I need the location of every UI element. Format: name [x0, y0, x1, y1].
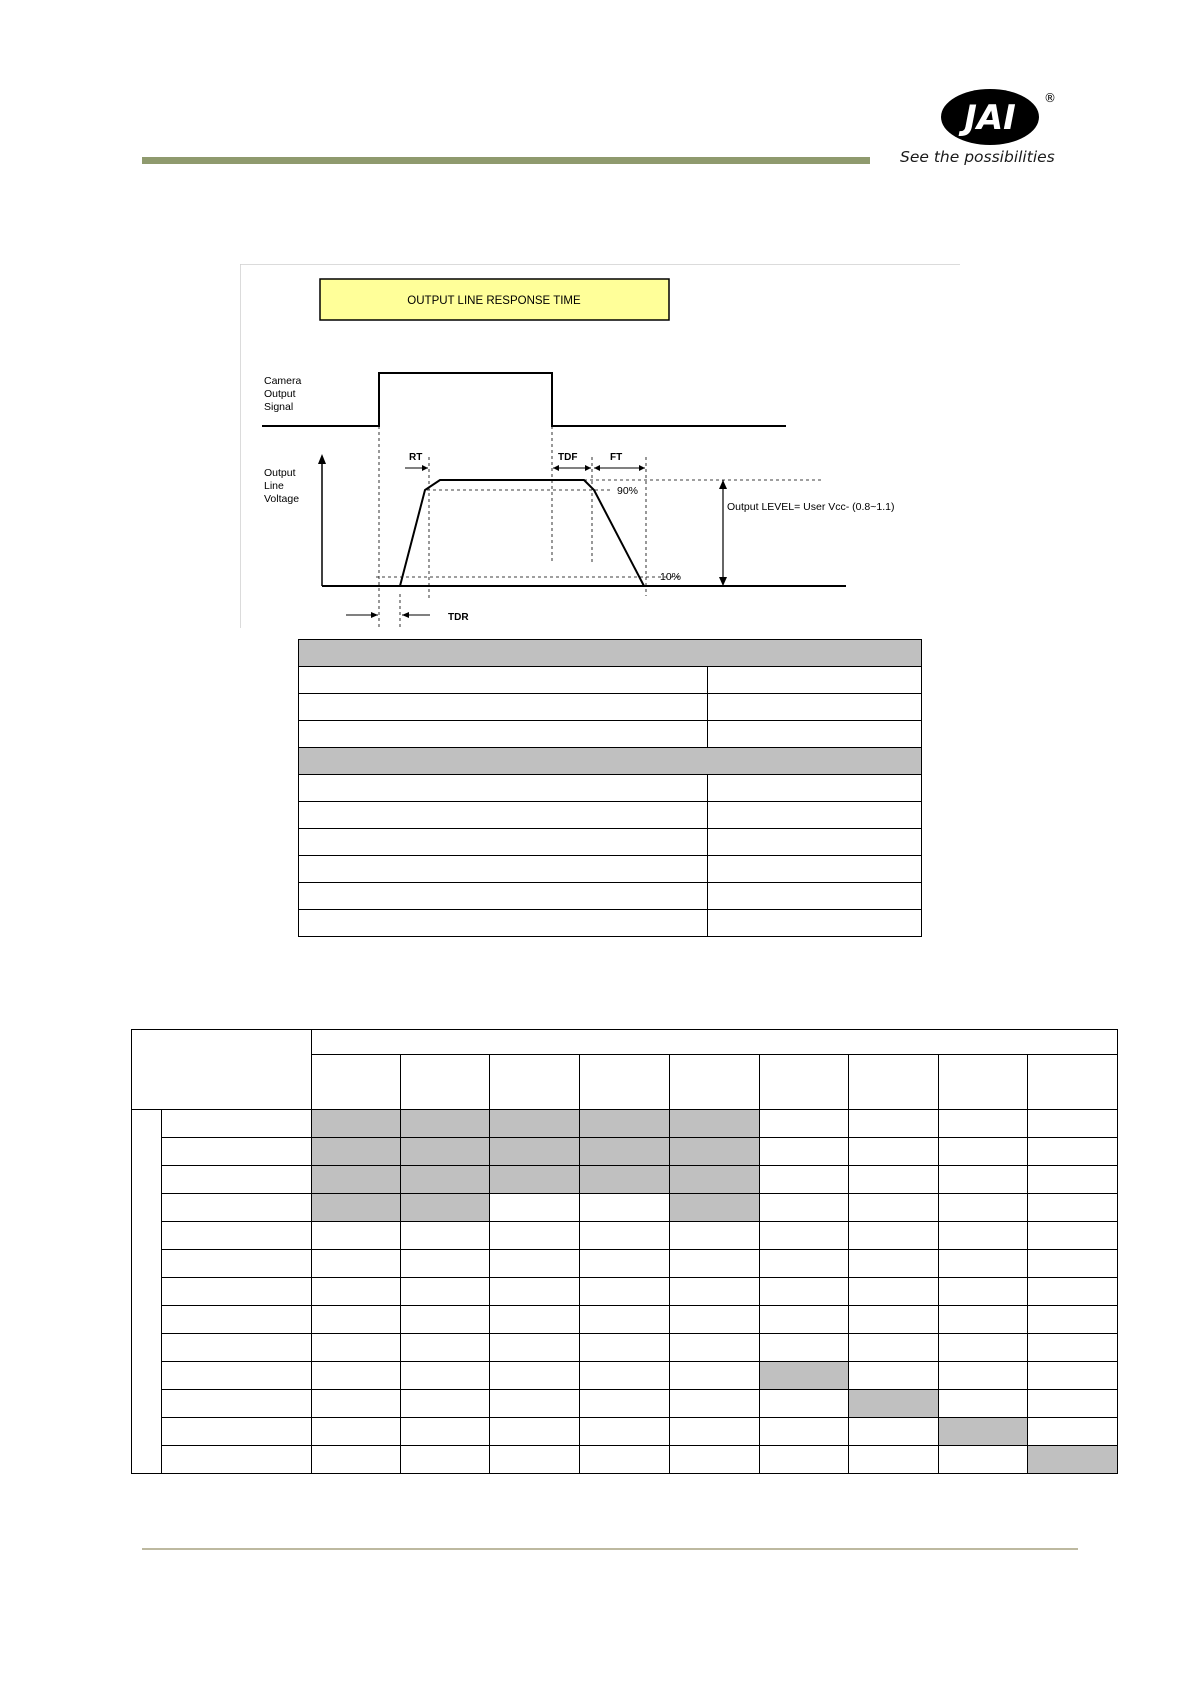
spec-value-cell	[708, 802, 922, 829]
ft-label: FT	[610, 452, 623, 463]
spec-parameter-cell	[299, 883, 708, 910]
matrix-cell	[670, 1390, 760, 1418]
response-time-spec-table	[298, 639, 922, 937]
matrix-cell	[849, 1362, 939, 1390]
tdr-label: TDR	[448, 612, 469, 623]
matrix-cell	[312, 1306, 401, 1334]
matrix-cell	[401, 1418, 490, 1446]
output-voltage-waveform	[400, 480, 644, 586]
signal-label-output: Output	[264, 388, 296, 400]
matrix-cell	[312, 1250, 401, 1278]
matrix-cell	[939, 1278, 1028, 1306]
matrix-cell	[490, 1278, 580, 1306]
matrix-shaded-cell	[670, 1110, 760, 1138]
camera-output-pulse	[262, 373, 786, 426]
matrix-cell	[670, 1278, 760, 1306]
matrix-row-label-cell	[162, 1166, 312, 1194]
matrix-cell	[580, 1250, 670, 1278]
pct-90-label: 90%	[617, 485, 639, 497]
matrix-cell	[849, 1250, 939, 1278]
matrix-column-header-cell	[490, 1055, 580, 1110]
spec-value-cell	[708, 910, 922, 937]
matrix-row	[132, 1446, 1118, 1474]
spec-value-cell	[708, 883, 922, 910]
matrix-cell	[849, 1166, 939, 1194]
matrix-cell	[490, 1390, 580, 1418]
matrix-shaded-cell	[401, 1166, 490, 1194]
matrix-header-row	[132, 1030, 1118, 1055]
matrix-cell	[760, 1222, 849, 1250]
spec-row	[299, 802, 922, 829]
matrix-cell	[939, 1222, 1028, 1250]
matrix-shaded-cell	[1028, 1446, 1118, 1474]
matrix-corner-cell	[132, 1030, 312, 1110]
matrix-shaded-cell	[401, 1110, 490, 1138]
matrix-cell	[760, 1446, 849, 1474]
matrix-row	[132, 1334, 1118, 1362]
matrix-cell	[849, 1278, 939, 1306]
matrix-shaded-cell	[401, 1138, 490, 1166]
diagram-title: OUTPUT LINE RESPONSE TIME	[407, 295, 581, 307]
spec-row	[299, 910, 922, 937]
matrix-cell	[849, 1334, 939, 1362]
spec-section-cell	[299, 640, 922, 667]
matrix-row	[132, 1194, 1118, 1222]
matrix-column-header-cell	[1028, 1055, 1118, 1110]
matrix-row	[132, 1138, 1118, 1166]
spec-row	[299, 667, 922, 694]
matrix-shaded-cell	[312, 1166, 401, 1194]
matrix-shaded-cell	[849, 1390, 939, 1418]
matrix-cell	[670, 1250, 760, 1278]
registered-mark: ®	[1044, 91, 1056, 105]
spec-value-cell	[708, 829, 922, 856]
matrix-shaded-cell	[760, 1362, 849, 1390]
matrix-row	[132, 1222, 1118, 1250]
matrix-row-label-cell	[162, 1194, 312, 1222]
spec-parameter-cell	[299, 721, 708, 748]
matrix-cell	[401, 1306, 490, 1334]
spec-value-cell	[708, 667, 922, 694]
matrix-cell	[939, 1194, 1028, 1222]
matrix-row	[132, 1250, 1118, 1278]
matrix-cell	[580, 1278, 670, 1306]
matrix-shaded-cell	[670, 1138, 760, 1166]
matrix-cell	[401, 1390, 490, 1418]
spec-value-cell	[708, 694, 922, 721]
matrix-cell	[939, 1138, 1028, 1166]
matrix-cell	[401, 1362, 490, 1390]
matrix-cell	[1028, 1278, 1118, 1306]
spec-parameter-cell	[299, 829, 708, 856]
matrix-shaded-cell	[580, 1110, 670, 1138]
matrix-cell	[312, 1418, 401, 1446]
matrix-shaded-cell	[490, 1110, 580, 1138]
matrix-cell	[849, 1110, 939, 1138]
spec-row	[299, 883, 922, 910]
tdf-label: TDF	[558, 452, 578, 463]
matrix-row-label-cell	[162, 1138, 312, 1166]
matrix-cell	[760, 1166, 849, 1194]
matrix-cell	[312, 1390, 401, 1418]
dashed-guides	[376, 426, 822, 628]
matrix-cell	[490, 1250, 580, 1278]
matrix-cell	[849, 1222, 939, 1250]
spec-section-row	[299, 748, 922, 775]
matrix-cell	[849, 1418, 939, 1446]
matrix-shaded-cell	[312, 1194, 401, 1222]
matrix-cell	[401, 1334, 490, 1362]
matrix-shaded-cell	[312, 1138, 401, 1166]
spec-parameter-cell	[299, 775, 708, 802]
matrix-cell	[1028, 1250, 1118, 1278]
matrix-cell	[939, 1110, 1028, 1138]
spec-row	[299, 775, 922, 802]
matrix-row	[132, 1418, 1118, 1446]
matrix-row	[132, 1278, 1118, 1306]
spec-parameter-cell	[299, 802, 708, 829]
matrix-row-label-cell	[162, 1278, 312, 1306]
matrix-group-header-cell	[312, 1030, 1118, 1055]
matrix-shaded-cell	[580, 1138, 670, 1166]
matrix-cell	[849, 1138, 939, 1166]
matrix-cell	[939, 1446, 1028, 1474]
jai-logo	[900, 88, 1090, 170]
matrix-cell	[312, 1334, 401, 1362]
matrix-row-label-cell	[162, 1334, 312, 1362]
spec-parameter-cell	[299, 910, 708, 937]
matrix-row-label-cell	[162, 1362, 312, 1390]
matrix-cell	[1028, 1138, 1118, 1166]
matrix-cell	[401, 1222, 490, 1250]
matrix-cell	[939, 1250, 1028, 1278]
matrix-cell	[490, 1362, 580, 1390]
matrix-column-header-cell	[849, 1055, 939, 1110]
matrix-cell	[1028, 1194, 1118, 1222]
matrix-cell	[580, 1362, 670, 1390]
matrix-cell	[760, 1110, 849, 1138]
matrix-shaded-cell	[939, 1418, 1028, 1446]
matrix-column-header-cell	[670, 1055, 760, 1110]
matrix-cell	[760, 1138, 849, 1166]
matrix-cell	[490, 1418, 580, 1446]
matrix-cell	[670, 1418, 760, 1446]
voltage-label-voltage: Voltage	[264, 493, 300, 505]
matrix-group-label-cell	[132, 1110, 162, 1474]
matrix-cell	[1028, 1110, 1118, 1138]
matrix-cell	[760, 1418, 849, 1446]
matrix-cell	[1028, 1166, 1118, 1194]
matrix-cell	[580, 1334, 670, 1362]
matrix-shaded-cell	[401, 1194, 490, 1222]
matrix-shaded-cell	[490, 1166, 580, 1194]
matrix-row	[132, 1306, 1118, 1334]
matrix-cell	[670, 1222, 760, 1250]
matrix-cell	[1028, 1418, 1118, 1446]
matrix-cell	[312, 1222, 401, 1250]
voltage-label-line: Line	[264, 480, 284, 492]
signal-label-camera: Camera	[264, 375, 302, 387]
signal-label-signal: Signal	[264, 401, 294, 413]
matrix-row-label-cell	[162, 1418, 312, 1446]
matrix-cell	[580, 1418, 670, 1446]
matrix-row	[132, 1166, 1118, 1194]
matrix-cell	[760, 1278, 849, 1306]
matrix-cell	[670, 1362, 760, 1390]
rt-label: RT	[409, 452, 423, 463]
matrix-row	[132, 1110, 1118, 1138]
pct-10-label: 10%	[660, 571, 682, 583]
spec-value-cell	[708, 721, 922, 748]
spec-row	[299, 856, 922, 883]
matrix-cell	[580, 1222, 670, 1250]
matrix-cell	[670, 1306, 760, 1334]
matrix-shaded-cell	[580, 1166, 670, 1194]
matrix-cell	[401, 1250, 490, 1278]
matrix-cell	[312, 1446, 401, 1474]
y-axis-arrow	[318, 454, 326, 464]
matrix-shaded-cell	[490, 1138, 580, 1166]
matrix-row-label-cell	[162, 1390, 312, 1418]
matrix-cell	[760, 1334, 849, 1362]
matrix-cell	[760, 1250, 849, 1278]
matrix-shaded-cell	[670, 1194, 760, 1222]
matrix-cell	[939, 1390, 1028, 1418]
matrix-row-label-cell	[162, 1250, 312, 1278]
matrix-cell	[939, 1334, 1028, 1362]
spec-row	[299, 694, 922, 721]
matrix-row	[132, 1390, 1118, 1418]
matrix-row-label-cell	[162, 1446, 312, 1474]
matrix-cell	[939, 1362, 1028, 1390]
spec-row	[299, 829, 922, 856]
spec-row	[299, 721, 922, 748]
spec-parameter-cell	[299, 667, 708, 694]
spec-section-row	[299, 640, 922, 667]
footer-rule	[142, 1548, 1078, 1550]
spec-section-cell	[299, 748, 922, 775]
matrix-row-label-cell	[162, 1110, 312, 1138]
matrix-cell	[490, 1334, 580, 1362]
matrix-cell	[849, 1306, 939, 1334]
matrix-cell	[401, 1278, 490, 1306]
matrix-cell	[580, 1194, 670, 1222]
voltage-label-output: Output	[264, 467, 296, 479]
matrix-row-label-cell	[162, 1222, 312, 1250]
matrix-row-label-cell	[162, 1306, 312, 1334]
matrix-column-header-cell	[760, 1055, 849, 1110]
signal-matrix-table	[131, 1029, 1118, 1474]
matrix-cell	[1028, 1390, 1118, 1418]
matrix-cell	[670, 1446, 760, 1474]
matrix-cell	[490, 1446, 580, 1474]
matrix-cell	[849, 1194, 939, 1222]
matrix-column-header-cell	[580, 1055, 670, 1110]
logo-tagline: See the possibilities	[900, 148, 1055, 166]
matrix-cell	[1028, 1222, 1118, 1250]
matrix-column-header-cell	[312, 1055, 401, 1110]
output-line-response-diagram	[240, 264, 960, 628]
output-level-label: Output LEVEL= User Vcc- (0.8~1.1)	[727, 501, 895, 513]
matrix-cell	[1028, 1306, 1118, 1334]
matrix-cell	[312, 1362, 401, 1390]
matrix-cell	[939, 1306, 1028, 1334]
matrix-cell	[760, 1306, 849, 1334]
matrix-cell	[580, 1390, 670, 1418]
matrix-shaded-cell	[670, 1166, 760, 1194]
spec-parameter-cell	[299, 856, 708, 883]
matrix-cell	[939, 1166, 1028, 1194]
jai-logo-mark	[900, 88, 1090, 148]
matrix-cell	[760, 1194, 849, 1222]
spec-value-cell	[708, 856, 922, 883]
matrix-cell	[580, 1306, 670, 1334]
matrix-cell	[401, 1446, 490, 1474]
matrix-cell	[849, 1446, 939, 1474]
spec-parameter-cell	[299, 694, 708, 721]
matrix-cell	[490, 1306, 580, 1334]
matrix-cell	[670, 1334, 760, 1362]
matrix-cell	[490, 1194, 580, 1222]
spec-value-cell	[708, 775, 922, 802]
matrix-cell	[312, 1278, 401, 1306]
matrix-row	[132, 1362, 1118, 1390]
header-rule	[142, 157, 870, 164]
matrix-cell	[1028, 1362, 1118, 1390]
timing-diagram-svg	[240, 264, 960, 628]
matrix-cell	[760, 1390, 849, 1418]
matrix-shaded-cell	[312, 1110, 401, 1138]
matrix-cell	[580, 1446, 670, 1474]
matrix-column-header-cell	[939, 1055, 1028, 1110]
logo-text: JAI	[964, 98, 1016, 138]
matrix-column-header-cell	[401, 1055, 490, 1110]
matrix-cell	[1028, 1334, 1118, 1362]
matrix-cell	[490, 1222, 580, 1250]
